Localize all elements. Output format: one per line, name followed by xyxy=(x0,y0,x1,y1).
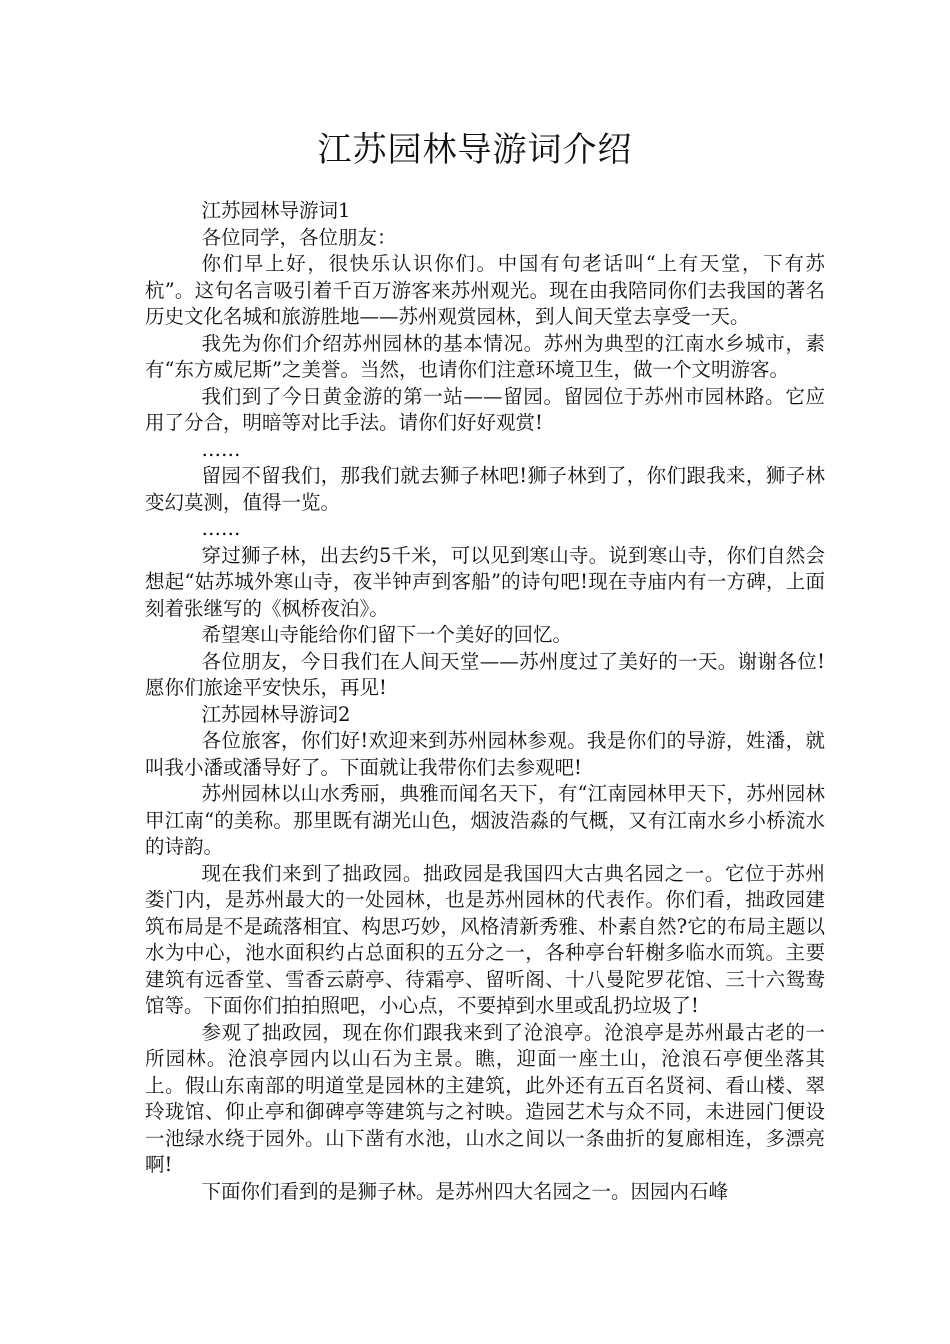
paragraph: 你们早上好，很快乐认识你们。中国有句老话叫“上有天堂，下有苏杭”。这句名言吸引着千百万游客来苏州观光。现在由我陪同你们去我国的著名历史文化名城和旅游胜地——苏州观赏园林，到人间天堂去享受一天。 xyxy=(145,252,825,328)
paragraph: 参观了拙政园，现在你们跟我来到了沧浪亭。沧浪亭是苏州最古老的一所园林。沧浪亭园内以山石为主景。瞧，迎面一座土山，沧浪石亭便坐落其上。假山东南部的明道堂是园林的主建筑，此外还有五百名贤祠、看山楼、翠玲珑馆、仰止亭和御碑亭等建筑与之衬映。造园艺术与众不同，未进园门便设一池绿水绕于园外。山下凿有水池，山水之间以一条曲折的复廊相连，多漂亮啊! xyxy=(145,1020,825,1176)
paragraph-greeting: 各位同学，各位朋友： xyxy=(201,225,397,249)
section-heading-2: 江苏园林导游词2 xyxy=(201,702,351,726)
paragraph: 穿过狮子林，出去约5千米，可以见到寒山寺。说到寒山寺，你们自然会想起“姑苏城外寒山寺，夜半钟声到客船”的诗句吧!现在寺庙内有一方碑，上面刻着张继写的《枫桥夜泊》。 xyxy=(145,543,825,620)
paragraph: 下面你们看到的是狮子林。是苏州四大名园之一。因园内石峰 xyxy=(201,1179,729,1203)
paragraph: 现在我们来到了拙政园。拙政园是我国四大古典名园之一。它位于苏州娄门内，是苏州最大的一处园林，也是苏州园林的代表作。你们看，拙政园建筑布局是不是疏落相宜、构思巧妙，风格清新秀雅、朴素自然?它的布局主题以水为中心，池水面积约占总面积的五分之一，各种亭台轩榭多临水而筑。主要建筑有远香堂、雪香云蔚亭、待霜亭、留听阁、十八曼陀罗花馆、三十六鸳鸯馆等。下面你们拍拍照吧，小心点，不要掉到水里或乱扔垃圾了! xyxy=(145,861,825,1017)
ellipsis-line: …… xyxy=(201,517,241,540)
paragraph: 我先为你们介绍苏州园林的基本情况。苏州为典型的江南水乡城市，素有“东方威尼斯”之美誉。当然，也请你们注意环境卫生，做一个文明游客。 xyxy=(145,331,825,381)
paragraph: 留园不留我们，那我们就去狮子林吧!狮子林到了，你们跟我来，狮子林变幻莫测，值得一览。 xyxy=(145,464,825,514)
paragraph: 我们到了今日黄金游的第一站——留园。留园位于苏州市园林路。它应用了分合，明暗等对比手法。请你们好好观赏! xyxy=(145,384,825,434)
paragraph: 各位旅客，你们好!欢迎来到苏州园林参观。我是你们的导游，姓潘，就叫我小潘或潘导好了。下面就让我带你们去参观吧! xyxy=(145,729,825,779)
paragraph: 希望寒山寺能给你们留下一个美好的回忆。 xyxy=(201,623,573,646)
paragraph: 苏州园林以山水秀丽，典雅而闻名天下，有“江南园林甲天下，苏州园林甲江南“的美称。那里既有湖光山色，烟波浩淼的气概，又有江南水乡小桥流水的诗韵。 xyxy=(145,782,825,858)
ellipsis-line: …… xyxy=(201,437,241,461)
document-title: 江苏园林导游词介绍 xyxy=(317,130,633,170)
document-body xyxy=(145,198,825,1205)
paragraph: 各位朋友，今日我们在人间天堂——苏州度过了美好的一天。谢谢各位!愿你们旅途平安快乐，再见! xyxy=(145,649,825,699)
section-heading-1: 江苏园林导游词1 xyxy=(201,199,351,222)
